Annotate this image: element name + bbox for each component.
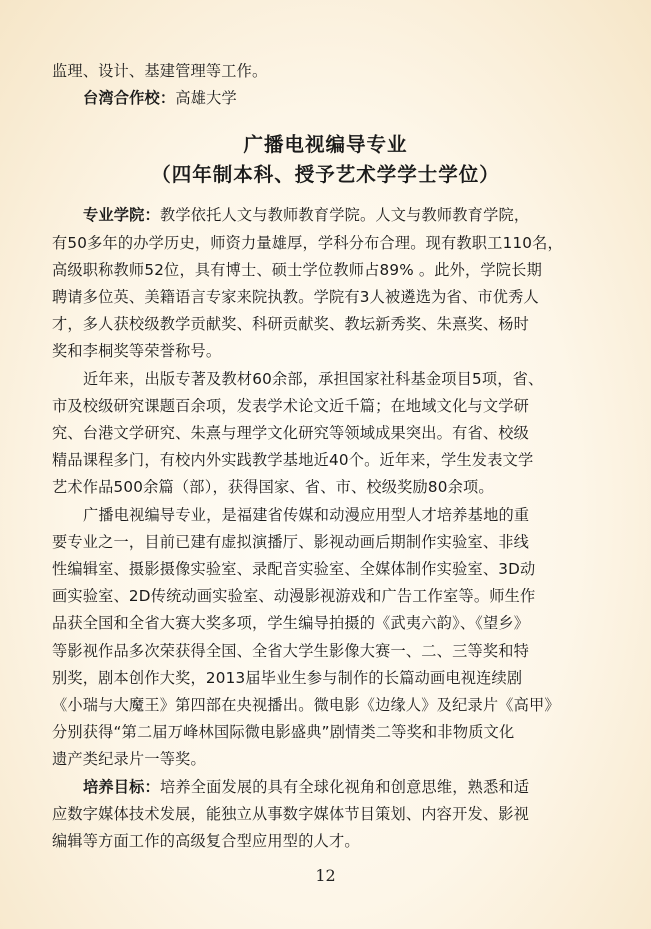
research-line: 近年来，出版专著及教材60余部，承担国家社科基金项目5项，省、	[83, 369, 544, 388]
partner-value: 高雄大学	[175, 89, 237, 108]
college-label: 专业学院：	[83, 206, 160, 225]
major-line: 品获全国和全省大赛大奖多项，学生编导拍摄的《武夷六韵》、《望乡》	[52, 614, 530, 633]
major-line: 性编辑室、摄影摄像实验室、录配音实验室、全媒体制作实验室、3D动	[52, 560, 536, 579]
college-line: 有50多年的办学历史，师资力量雄厚，学科分布合理。现有教职工110名，	[52, 233, 563, 252]
college-paragraph-first-line	[52, 202, 599, 229]
section-subtitle: （四年制本科、授予艺术学学士学位）	[151, 163, 500, 187]
goal-line: 编辑等方面工作的高级复合型应用型的人才。	[52, 832, 360, 851]
intro-line: 监理、设计、基建管理等工作。	[52, 62, 268, 80]
college-line: 才，多人获校级教学贡献奖、科研贡献奖、教坛新秀奖、朱熹奖、杨时	[52, 315, 530, 334]
major-line: 画实验室、2D传统动画实验室、动漫影视游戏和广告工作室等。师生作	[52, 587, 536, 606]
college-text: 教学依托人文与教师教育学院。人文与教师教育学院，	[159, 206, 530, 225]
partner-label: 台湾合作校：	[83, 89, 176, 108]
goal-paragraph-first-line	[52, 774, 599, 801]
goal-text: 培养全面发展的具有全球化视角和创意思维，熟悉和适	[159, 777, 530, 796]
goal-line: 应数字媒体技术发展，能独立从事数字媒体节目策划、内容开发、影视	[52, 804, 530, 823]
research-line: 市及校级研究课题百余项，发表学术论文近千篇；在地域文化与文学研	[52, 396, 530, 415]
major-line: 要专业之一，目前已建有虚拟演播厅、影视动画后期制作实验室、非线	[52, 532, 530, 551]
research-line: 究、台港文学研究、朱熹与理学文化研究等领域成果突出。有省、校级	[52, 424, 530, 443]
page-number: 12	[315, 866, 336, 885]
major-line: 广播电视编导专业，是福建省传媒和动漫应用型人才培养基地的重	[83, 505, 530, 524]
research-line: 精品课程多门，有校内外实践教学基地近40个。近年来，学生发表文学	[52, 451, 534, 470]
college-line: 奖和李桐奖等荣誉称号。	[52, 342, 222, 361]
partner-school-line	[52, 85, 599, 112]
college-line: 高级职称教师52位，具有博士、硕士学位教师占89% 。此外，学院长期	[52, 260, 542, 279]
major-line: 遗产类纪录片一等奖。	[52, 750, 206, 769]
page-content	[52, 58, 599, 855]
major-line: 别奖，剧本创作大奖，2013届毕业生参与制作的长篇动画电视连续剧	[52, 668, 523, 687]
major-line: 分别获得“第二届万峰林国际微电影盛典”剧情类二等奖和非物质文化	[52, 723, 515, 742]
section-title: 广播电视编导专业	[243, 133, 408, 157]
major-line: 《小瑞与大魔王》第四部在央视播出。微电影《边缘人》及纪录片《高甲》	[52, 696, 560, 715]
college-line: 聘请多位英、美籍语言专家来院执教。学院有3人被遴选为省、市优秀人	[52, 288, 539, 307]
major-line: 等影视作品多次荣获得全国、全省大学生影像大赛一、二、三等奖和特	[52, 641, 530, 660]
goal-label: 培养目标：	[83, 777, 160, 796]
research-line: 艺术作品500余篇（部），获得国家、省、市、校级奖励80余项。	[52, 478, 494, 497]
